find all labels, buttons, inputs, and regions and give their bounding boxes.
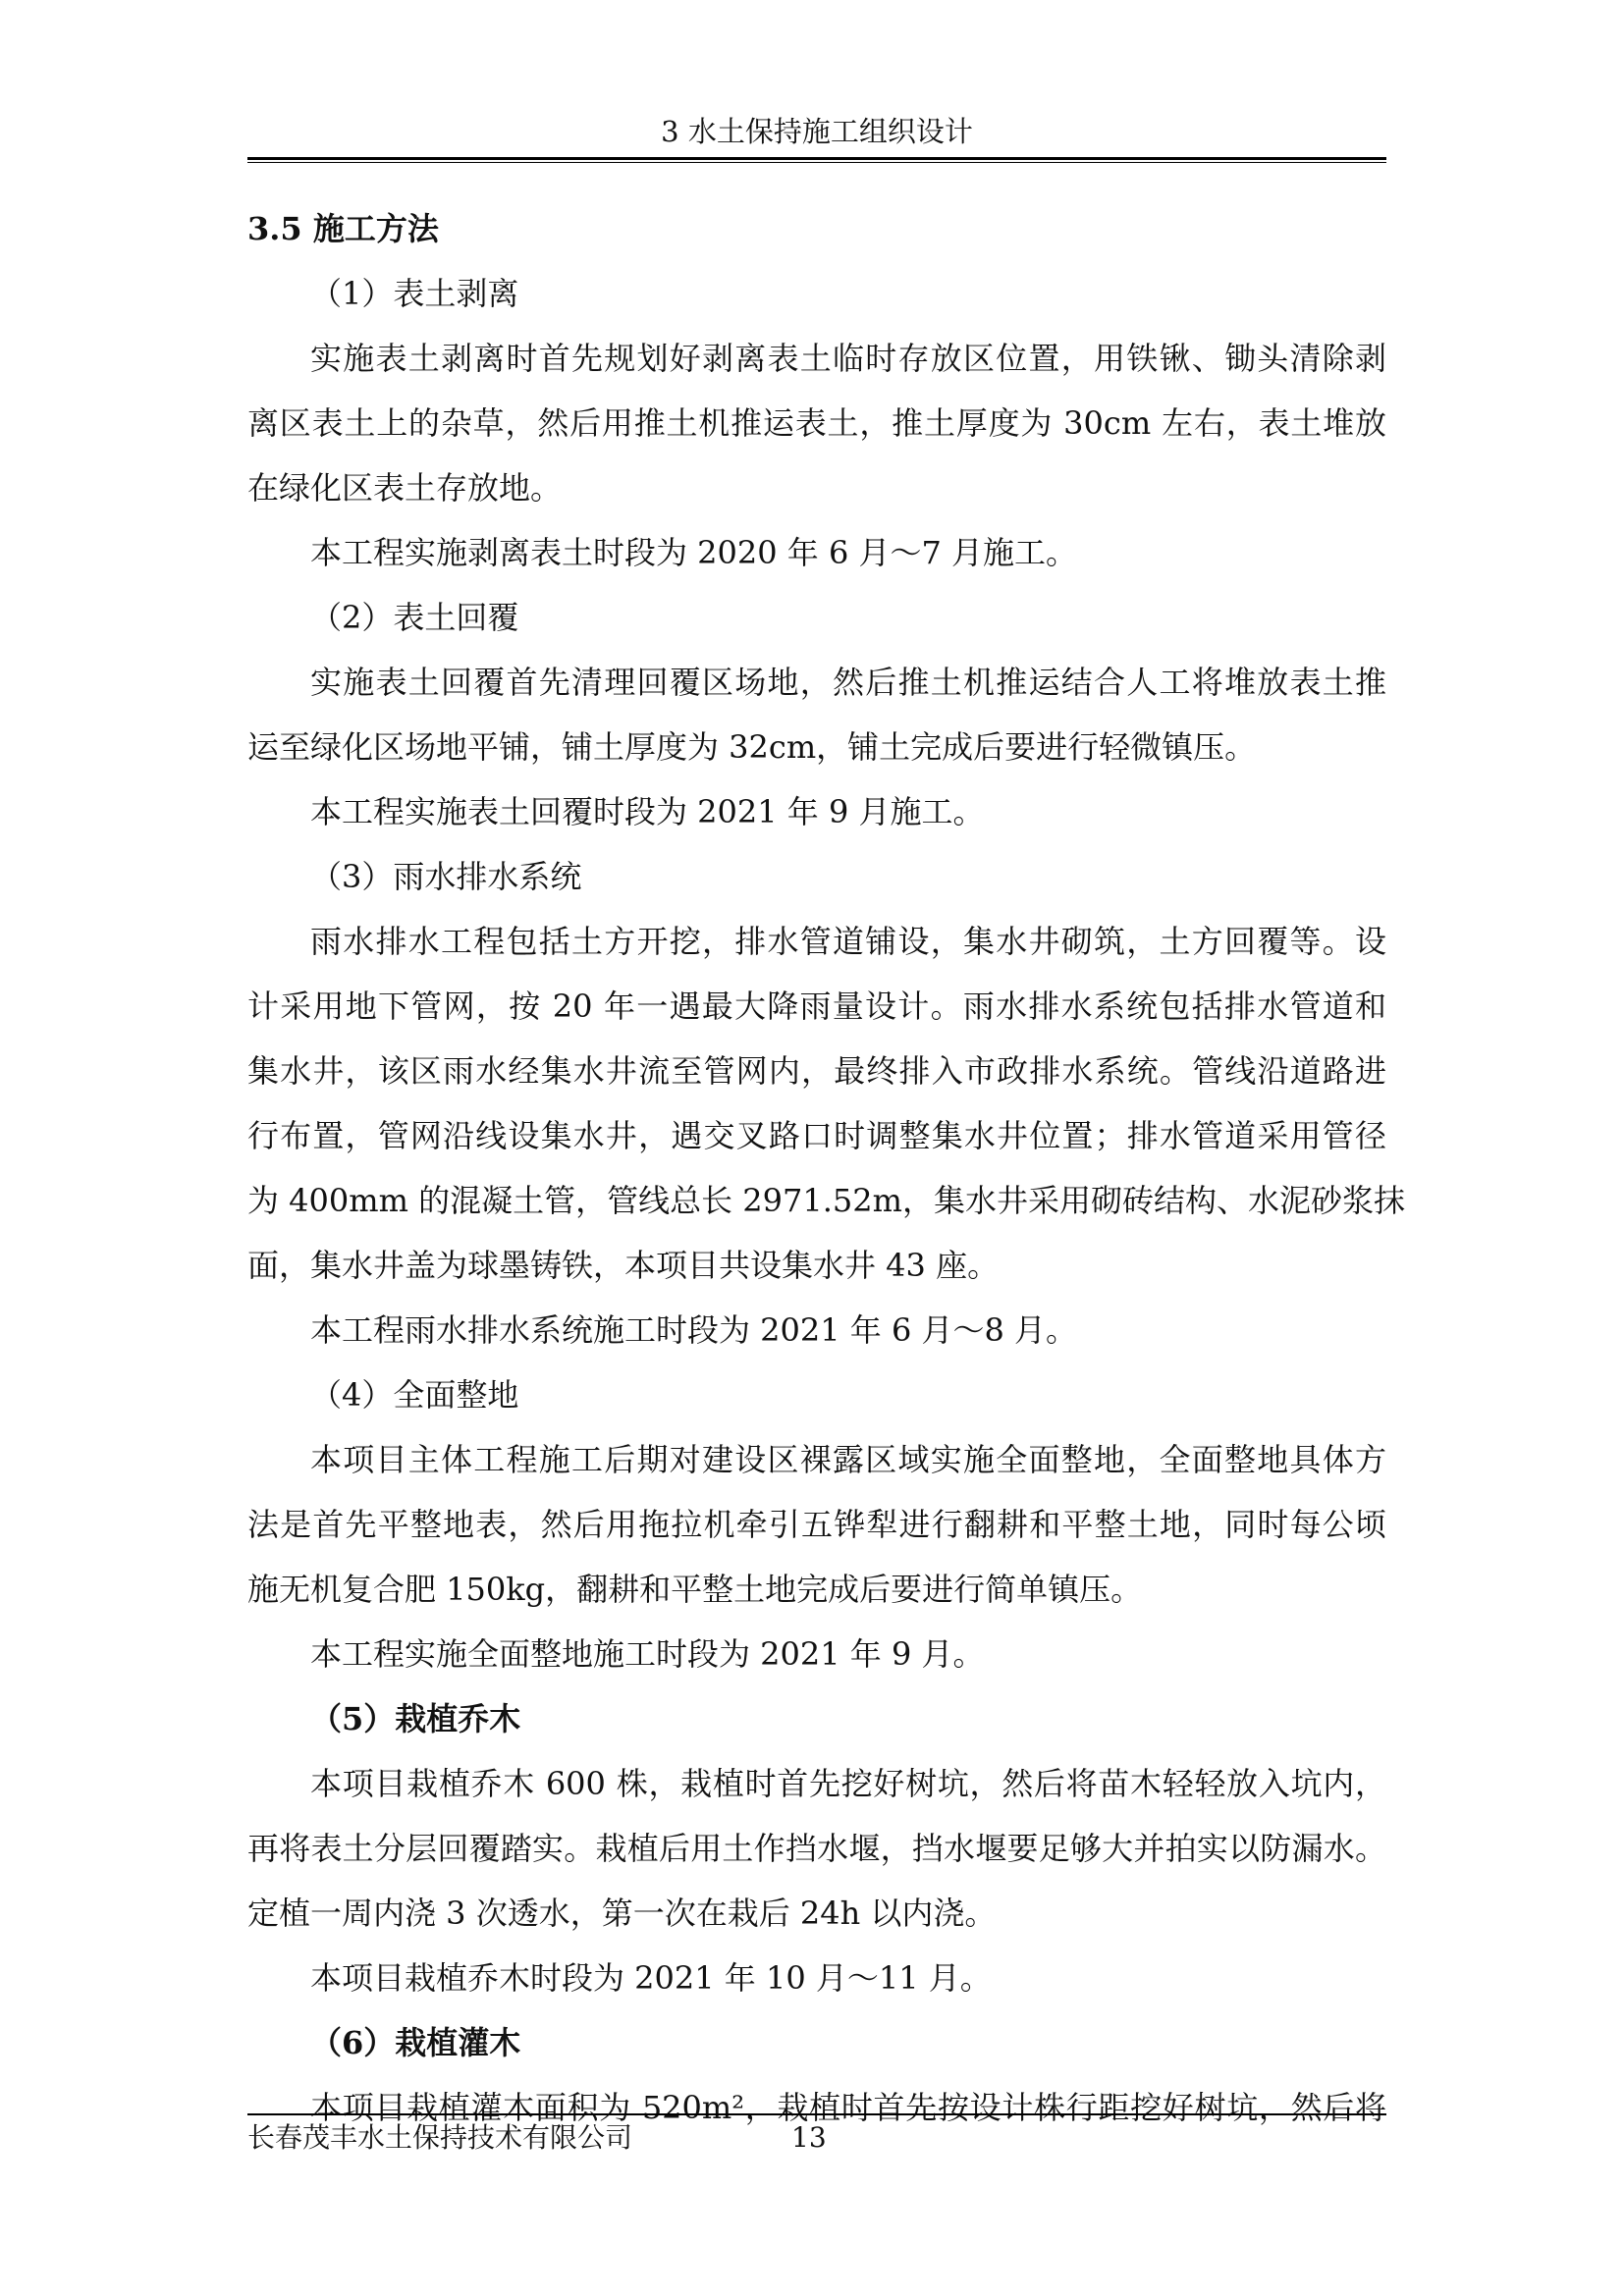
paragraph-line: 面，集水井盖为球墨铸铁，本项目共设集水井 43 座。	[247, 1247, 1000, 1284]
subheading-shrub-planting: （6）栽植灌木	[310, 2024, 521, 2061]
page-number: 13	[791, 2121, 827, 2154]
paragraph-line: 再将表土分层回覆踏实。栽植后用土作挡水堰，挡水堰要足够大并拍实以防漏水。	[247, 1830, 1386, 1867]
paragraph-line: 定植一周内浇 3 次透水，第一次在栽后 24h 以内浇。	[247, 1895, 997, 1932]
footer-rule	[247, 2113, 1386, 2115]
subheading-tree-planting: （5）栽植乔木	[310, 1700, 521, 1737]
footer-company: 长春茂丰水土保持技术有限公司	[247, 2121, 633, 2154]
section-title: 3.5 施工方法	[247, 210, 439, 247]
paragraph-line: 离区表土上的杂草，然后用推土机推运表土，推土厚度为 30cm 左右，表土堆放	[247, 404, 1386, 442]
paragraph-line: 本项目主体工程施工后期对建设区裸露区域实施全面整地，全面整地具体方	[310, 1441, 1386, 1478]
paragraph-line: 本工程实施表土回覆时段为 2021 年 9 月施工。	[310, 793, 985, 830]
paragraph-line: 集水井，该区雨水经集水井流至管网内，最终排入市政排水系统。管线沿道路进	[247, 1052, 1386, 1090]
subheading-rainwater-drainage: （3）雨水排水系统	[310, 858, 582, 895]
paragraph-line: 实施表土回覆首先清理回覆区场地，然后推土机推运结合人工将堆放表土推	[310, 664, 1386, 701]
paragraph-line: 运至绿化区场地平铺，铺土厚度为 32cm，铺土完成后要进行轻微镇压。	[247, 728, 1257, 766]
paragraph-line: 实施表土剥离时首先规划好剥离表土临时存放区位置，用铁锹、锄头清除剥	[310, 340, 1386, 377]
paragraph-line: 本项目栽植乔木时段为 2021 年 10 月～11 月。	[310, 1959, 992, 1997]
document-body	[247, 196, 1405, 2140]
paragraph-line: 本工程实施剥离表土时段为 2020 年 6 月～7 月施工。	[310, 534, 1078, 571]
paragraph-line: 本项目栽植灌木面积为 520m²，栽植时首先按设计株行距挖好树坑，然后将	[310, 2089, 1386, 2126]
paragraph-line: 为 400mm 的混凝土管，管线总长 2971.52m，集水井采用砌砖结构、水泥砂浆抹	[247, 1182, 1405, 1219]
header-rule	[247, 157, 1386, 163]
paragraph-line: 本工程实施全面整地施工时段为 2021 年 9 月。	[310, 1635, 985, 1673]
subheading-topsoil-stripping: （1）表土剥离	[310, 275, 519, 312]
paragraph-line: 本项目栽植乔木 600 株，栽植时首先挖好树坑，然后将苗木轻轻放入坑内，	[310, 1765, 1386, 1802]
subheading-land-leveling: （4）全面整地	[310, 1376, 519, 1414]
paragraph-line: 在绿化区表土存放地。	[247, 469, 563, 507]
paragraph-line: 施无机复合肥 150kg，翻耕和平整土地完成后要进行简单镇压。	[247, 1571, 1143, 1608]
paragraph-line: 行布置，管网沿线设集水井，遇交叉路口时调整集水井位置；排水管道采用管径	[247, 1117, 1386, 1154]
paragraph-line: 雨水排水工程包括土方开挖，排水管道铺设，集水井砌筑，土方回覆等。设	[310, 923, 1386, 960]
page-header: 3 水土保持施工组织设计	[661, 115, 973, 148]
subheading-topsoil-backfill: （2）表土回覆	[310, 599, 519, 636]
paragraph-line: 本工程雨水排水系统施工时段为 2021 年 6 月～8 月。	[310, 1311, 1078, 1349]
paragraph-line: 计采用地下管网，按 20 年一遇最大降雨量设计。雨水排水系统包括排水管道和	[247, 988, 1386, 1025]
paragraph-line: 法是首先平整地表，然后用拖拉机牵引五铧犁进行翻耕和平整土地，同时每公顷	[247, 1506, 1386, 1543]
